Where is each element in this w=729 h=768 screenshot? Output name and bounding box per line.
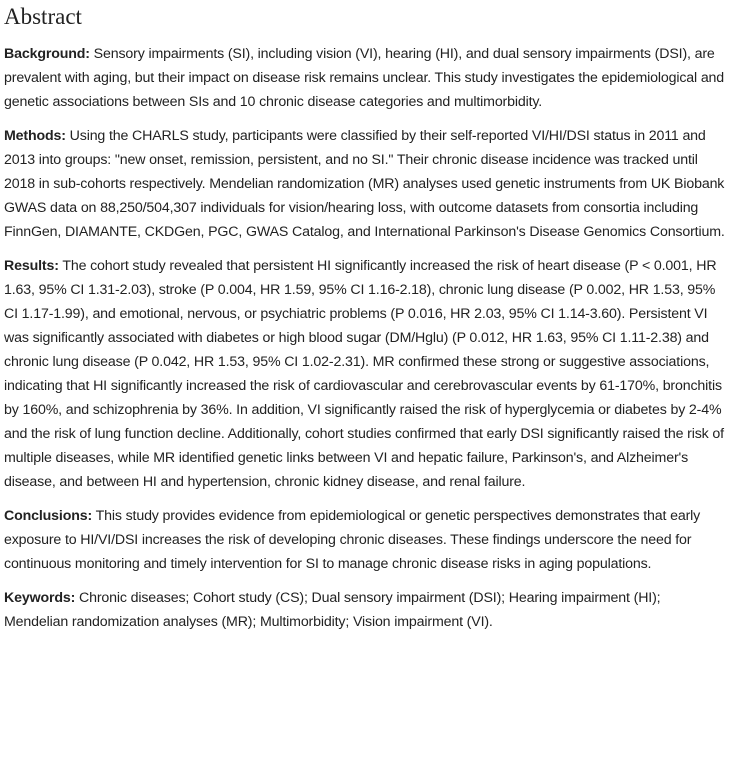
conclusions-paragraph (4, 504, 726, 576)
keywords-paragraph (4, 586, 726, 634)
section-text: Chronic diseases; Cohort study (CS); Dual sensory impairment (DSI); Hearing impairment (HI); Mendelian randomization analyses (MR); Multimorbidity; Vision impairment (VI). (4, 590, 661, 630)
section-text: This study provides evidence from epidemiological or genetic perspectives demonstrates that early exposure to HI/VI/DSI increases the risk of developing chronic diseases. These findings underscore the need for continuous monitoring and timely intervention for SI to manage chronic disease risks in aging populations. (4, 508, 701, 572)
methods-paragraph (4, 124, 726, 244)
section-label: Conclusions: (4, 508, 93, 524)
section-label: Keywords: (4, 590, 76, 606)
background-paragraph (4, 42, 726, 114)
section-text: Using the CHARLS study, participants were classified by their self-reported VI/HI/DSI status in 2011 and 2013 into groups: "new onset, remission, persistent, and no SI." Their chronic disease incidence was tracked until 2018 in sub-cohorts respectively. Mendelian randomization (MR) analyses used genetic instruments from UK Biobank GWAS data on 88,250/504,307 individuals for vision/hearing loss, with outcome datasets from consortia including FinnGen, DIAMANTE, CKDGen, PGC, GWAS Catalog, and International Parkinson's Disease Genomics Consortium. (4, 128, 725, 240)
section-label: Background: (4, 46, 90, 62)
section-label: Methods: (4, 128, 66, 144)
section-label: Results: (4, 258, 59, 274)
abstract-heading: Abstract (4, 4, 82, 29)
section-text: Sensory impairments (SI), including vision (VI), hearing (HI), and dual sensory impairments (DSI), are prevalent with aging, but their impact on disease risk remains unclear. This study investigates the epidemiological and genetic associations between SIs and 10 chronic disease categories and multimorbidity. (4, 46, 725, 110)
section-text: The cohort study revealed that persistent HI significantly increased the risk of heart disease (P < 0.001, HR 1.63, 95% CI 1.31-2.03), stroke (P 0.004, HR 1.59, 95% CI 1.16-2.18), chronic lung disease (P 0.002, HR 1.53, 95% CI 1.17-1.99), and emotional, nervous, or psychiatric problems (P 0.016, HR 2.03, 95% CI 1.14-3.60). Persistent VI was significantly associated with diabetes or high blood sugar (DM/Hglu) (P 0.012, HR 1.63, 95% CI 1.11-2.38) and chronic lung disease (P 0.042, HR 1.53, 95% CI 1.02-2.31). MR confirmed these strong or suggestive associations, indicating that HI significantly increased the risk of cardiovascular and cerebrovascular events by 61-170%, bronchitis by 160%, and schizophrenia by 36%. In addition, VI significantly raised the risk of hyperglycemia or diabetes by 2-4% and the risk of lung function decline. Additionally, cohort studies confirmed that early DSI significantly raised the risk of multiple diseases, while MR identified genetic links between VI and hepatic failure, Parkinson's, and Alzheimer's disease, and between HI and hypertension, chronic kidney disease, and renal failure. (4, 258, 724, 490)
results-paragraph (4, 254, 726, 494)
